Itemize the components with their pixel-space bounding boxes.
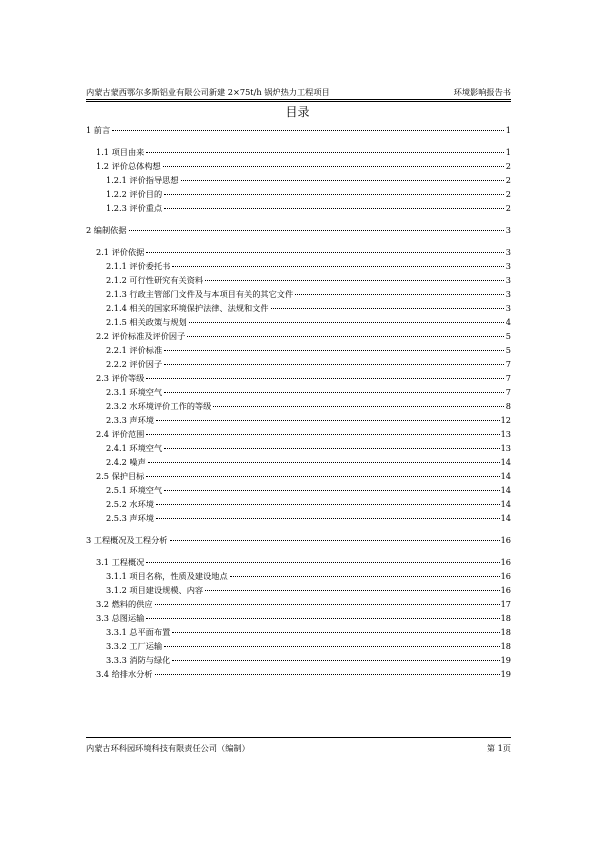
toc-entry[interactable] (86, 511, 511, 525)
toc-dot-leader (205, 590, 499, 591)
toc-dot-leader (112, 130, 504, 131)
toc-dot-leader (146, 378, 504, 379)
toc-entry-page: 3 (505, 303, 511, 313)
toc-entry-page: 16 (500, 535, 511, 545)
toc-title: 目录 (285, 105, 310, 119)
toc-entry-page: 16 (500, 557, 511, 567)
toc-entry-page: 5 (505, 331, 511, 341)
toc-entry-page: 19 (500, 669, 511, 679)
toc-dot-leader (230, 576, 500, 577)
toc-dot-leader (146, 434, 499, 435)
toc-entry[interactable] (86, 427, 511, 441)
toc-dot-leader (164, 448, 499, 449)
header-divider (86, 99, 511, 100)
toc-entry[interactable] (86, 667, 511, 681)
page-header (86, 85, 511, 99)
toc-entry[interactable] (86, 497, 511, 511)
toc-entry[interactable] (86, 441, 511, 455)
toc-entry[interactable] (86, 123, 511, 137)
toc-dot-leader (129, 230, 504, 231)
header-doc-type: 环境影响报告书 (453, 87, 511, 97)
toc-entry-page: 2 (505, 203, 511, 213)
toc-dot-leader (164, 208, 504, 209)
toc-entry[interactable] (86, 455, 511, 469)
toc-entry[interactable] (86, 159, 511, 173)
toc-dot-leader (148, 462, 500, 463)
header-divider-thin (86, 101, 511, 102)
toc-entry-label: 2.5 保护目标 (96, 471, 145, 481)
footer-company: 内蒙古环科园环境科技有限责任公司（编制） (86, 743, 250, 753)
toc-dot-leader (164, 646, 499, 647)
toc-entry[interactable] (86, 315, 511, 329)
toc-entry-page: 13 (500, 443, 511, 453)
toc-entry-label: 3 工程概况及工程分析 (86, 535, 168, 545)
toc-entry-label: 2.1.4 相关的国家环境保护法律、法规和文件 (106, 303, 269, 313)
toc-entry-page: 3 (505, 289, 511, 299)
toc-entry-page: 14 (500, 499, 511, 509)
footer-page-number: 第 1页 (486, 743, 511, 753)
toc-entry[interactable] (86, 201, 511, 215)
toc-entry-label: 1.2 评价总体构想 (96, 161, 161, 171)
toc-entry[interactable] (86, 469, 511, 483)
toc-entry-label: 2.3.3 声环境 (106, 415, 154, 425)
toc-entry[interactable] (86, 385, 511, 399)
toc-dot-leader (146, 618, 499, 619)
toc-dot-leader (156, 504, 500, 505)
toc-entry-label: 2.4.1 环境空气 (106, 443, 163, 453)
toc-spacer (86, 525, 511, 533)
toc-entry-label: 2.2 评价标准及评价因子 (96, 331, 186, 341)
toc-entry-page: 4 (505, 317, 511, 327)
toc-dot-leader (146, 476, 499, 477)
header-project-title: 内蒙古蒙西鄂尔多斯铝业有限公司新建 2×75t/h 锅炉热力工程项目 (86, 87, 330, 97)
toc-entry[interactable] (86, 611, 511, 625)
toc-entry-label: 2.5.2 水环境 (106, 499, 154, 509)
toc-entry-label: 2.2.2 评价因子 (106, 359, 163, 369)
toc-entry-page: 2 (505, 175, 511, 185)
toc-entry[interactable] (86, 357, 511, 371)
toc-dot-leader (172, 632, 499, 633)
toc-entry-label: 3.3.3 消防与绿化 (106, 655, 171, 665)
toc-dot-leader (146, 152, 504, 153)
toc-entry-page: 18 (500, 627, 511, 637)
toc-entry-label: 2.1.2 可行性研究有关资料 (106, 275, 204, 285)
toc-entry[interactable] (86, 273, 511, 287)
toc-dot-leader (156, 518, 500, 519)
toc-entry[interactable] (86, 597, 511, 611)
toc-entry-label: 3.1 工程概况 (96, 557, 145, 567)
toc-entry-label: 2.3 评价等级 (96, 373, 145, 383)
toc-entry-page: 2 (505, 161, 511, 171)
toc-entry-page: 5 (505, 345, 511, 355)
toc-dot-leader (164, 350, 504, 351)
toc-entry[interactable] (86, 533, 511, 547)
toc-entry-label: 3.1.2 项目建设规模、内容 (106, 585, 204, 595)
toc-entry[interactable] (86, 343, 511, 357)
toc-dot-leader (164, 392, 504, 393)
toc-entry-page: 7 (505, 373, 511, 383)
toc-entry[interactable] (86, 245, 511, 259)
toc-entry[interactable] (86, 399, 511, 413)
toc-entry-label: 3.3.1 总平面布置 (106, 627, 171, 637)
toc-entry-label: 1.1 项目由来 (96, 147, 145, 157)
toc-entry-page: 3 (505, 275, 511, 285)
toc-entry-label: 2.3.1 环境空气 (106, 387, 163, 397)
toc-entry-page: 3 (505, 225, 511, 235)
toc-entry-page: 18 (500, 641, 511, 651)
toc-entry-label: 1.2.1 评价指导思想 (106, 175, 179, 185)
toc-entry[interactable] (86, 625, 511, 639)
toc-entry[interactable] (86, 259, 511, 273)
toc-entry-page: 12 (500, 415, 511, 425)
toc-dot-leader (164, 194, 504, 195)
toc-entry-label: 2.3.2 水环境评价工作的等级 (106, 401, 212, 411)
toc-entry[interactable] (86, 653, 511, 667)
toc-entry-page: 13 (500, 429, 511, 439)
toc-entry-page: 7 (505, 359, 511, 369)
toc-entry-label: 2.2.1 评价标准 (106, 345, 163, 355)
toc-entry-page: 17 (500, 599, 511, 609)
toc-entry-label: 2.4.2 噪声 (106, 457, 146, 467)
toc-dot-leader (172, 266, 504, 267)
toc-entry-page: 1 (505, 125, 511, 135)
toc-spacer (86, 237, 511, 245)
toc-entry-label: 3.2 燃料的供应 (96, 599, 153, 609)
toc-entry[interactable] (86, 483, 511, 497)
toc-entry-label: 1.2.3 评价重点 (106, 203, 163, 213)
toc-entry-page: 19 (500, 655, 511, 665)
toc-entry[interactable] (86, 639, 511, 653)
toc-entry[interactable] (86, 569, 511, 583)
toc-dot-leader (156, 420, 500, 421)
toc-entry-label: 2.1.5 相关政策与规划 (106, 317, 187, 327)
toc-dot-leader (146, 562, 499, 563)
toc-entry-page: 2 (505, 189, 511, 199)
page-footer (86, 741, 511, 755)
toc-entry-label: 1.2.2 评价目的 (106, 189, 163, 199)
toc-entry[interactable] (86, 301, 511, 315)
toc-entry-label: 1 前言 (86, 125, 111, 135)
toc-dot-leader (213, 406, 504, 407)
toc-entry-page: 14 (500, 471, 511, 481)
toc-spacer (86, 547, 511, 555)
toc-entry[interactable] (86, 187, 511, 201)
toc-entry-page: 16 (500, 585, 511, 595)
toc-entry-label: 2.1 评价依据 (96, 247, 145, 257)
toc-entry-label: 2.1.1 评价委托书 (106, 261, 171, 271)
toc-dot-leader (170, 540, 500, 541)
toc-entry-page: 18 (500, 613, 511, 623)
toc-entry[interactable] (86, 173, 511, 187)
toc-entry-label: 2.1.3 行政主管部门文件及与本项目有关的其它文件 (106, 289, 294, 299)
toc-entry-page: 14 (500, 457, 511, 467)
toc-entry-label: 3.1.1 项目名称，性质及建设地点 (106, 571, 228, 581)
toc-dot-leader (181, 180, 504, 181)
footer-divider (86, 737, 511, 738)
toc-dot-leader (205, 280, 504, 281)
toc-entry[interactable] (86, 223, 511, 237)
toc-entry-label: 2.4 评价范围 (96, 429, 145, 439)
toc-entry-page: 7 (505, 387, 511, 397)
toc-entry[interactable] (86, 329, 511, 343)
toc-spacer (86, 215, 511, 223)
toc-dot-leader (163, 166, 504, 167)
toc-entry-page: 8 (505, 401, 511, 411)
toc-dot-leader (155, 604, 500, 605)
toc-entry-label: 2 编制依据 (86, 225, 127, 235)
table-of-contents (86, 123, 511, 681)
toc-dot-leader (271, 308, 504, 309)
toc-spacer (86, 137, 511, 145)
toc-entry-label: 3.3.2 工厂运输 (106, 641, 163, 651)
toc-entry[interactable] (86, 287, 511, 301)
toc-entry-page: 3 (505, 247, 511, 257)
toc-entry-page: 16 (500, 571, 511, 581)
toc-dot-leader (189, 322, 504, 323)
toc-entry[interactable] (86, 555, 511, 569)
toc-dot-leader (155, 674, 500, 675)
toc-entry-label: 3.4 给排水分析 (96, 669, 153, 679)
toc-entry[interactable] (86, 371, 511, 385)
toc-entry-page: 1 (505, 147, 511, 157)
toc-entry[interactable] (86, 413, 511, 427)
toc-entry-page: 3 (505, 261, 511, 271)
toc-dot-leader (164, 364, 504, 365)
toc-dot-leader (146, 252, 504, 253)
toc-entry-label: 2.5.1 环境空气 (106, 485, 163, 495)
toc-dot-leader (295, 294, 504, 295)
toc-entry-label: 2.5.3 声环境 (106, 513, 154, 523)
toc-entry[interactable] (86, 145, 511, 159)
toc-entry-page: 14 (500, 485, 511, 495)
toc-dot-leader (187, 336, 504, 337)
toc-dot-leader (172, 660, 499, 661)
toc-entry-label: 3.3 总图运输 (96, 613, 145, 623)
toc-entry[interactable] (86, 583, 511, 597)
toc-dot-leader (164, 490, 499, 491)
toc-entry-page: 14 (500, 513, 511, 523)
